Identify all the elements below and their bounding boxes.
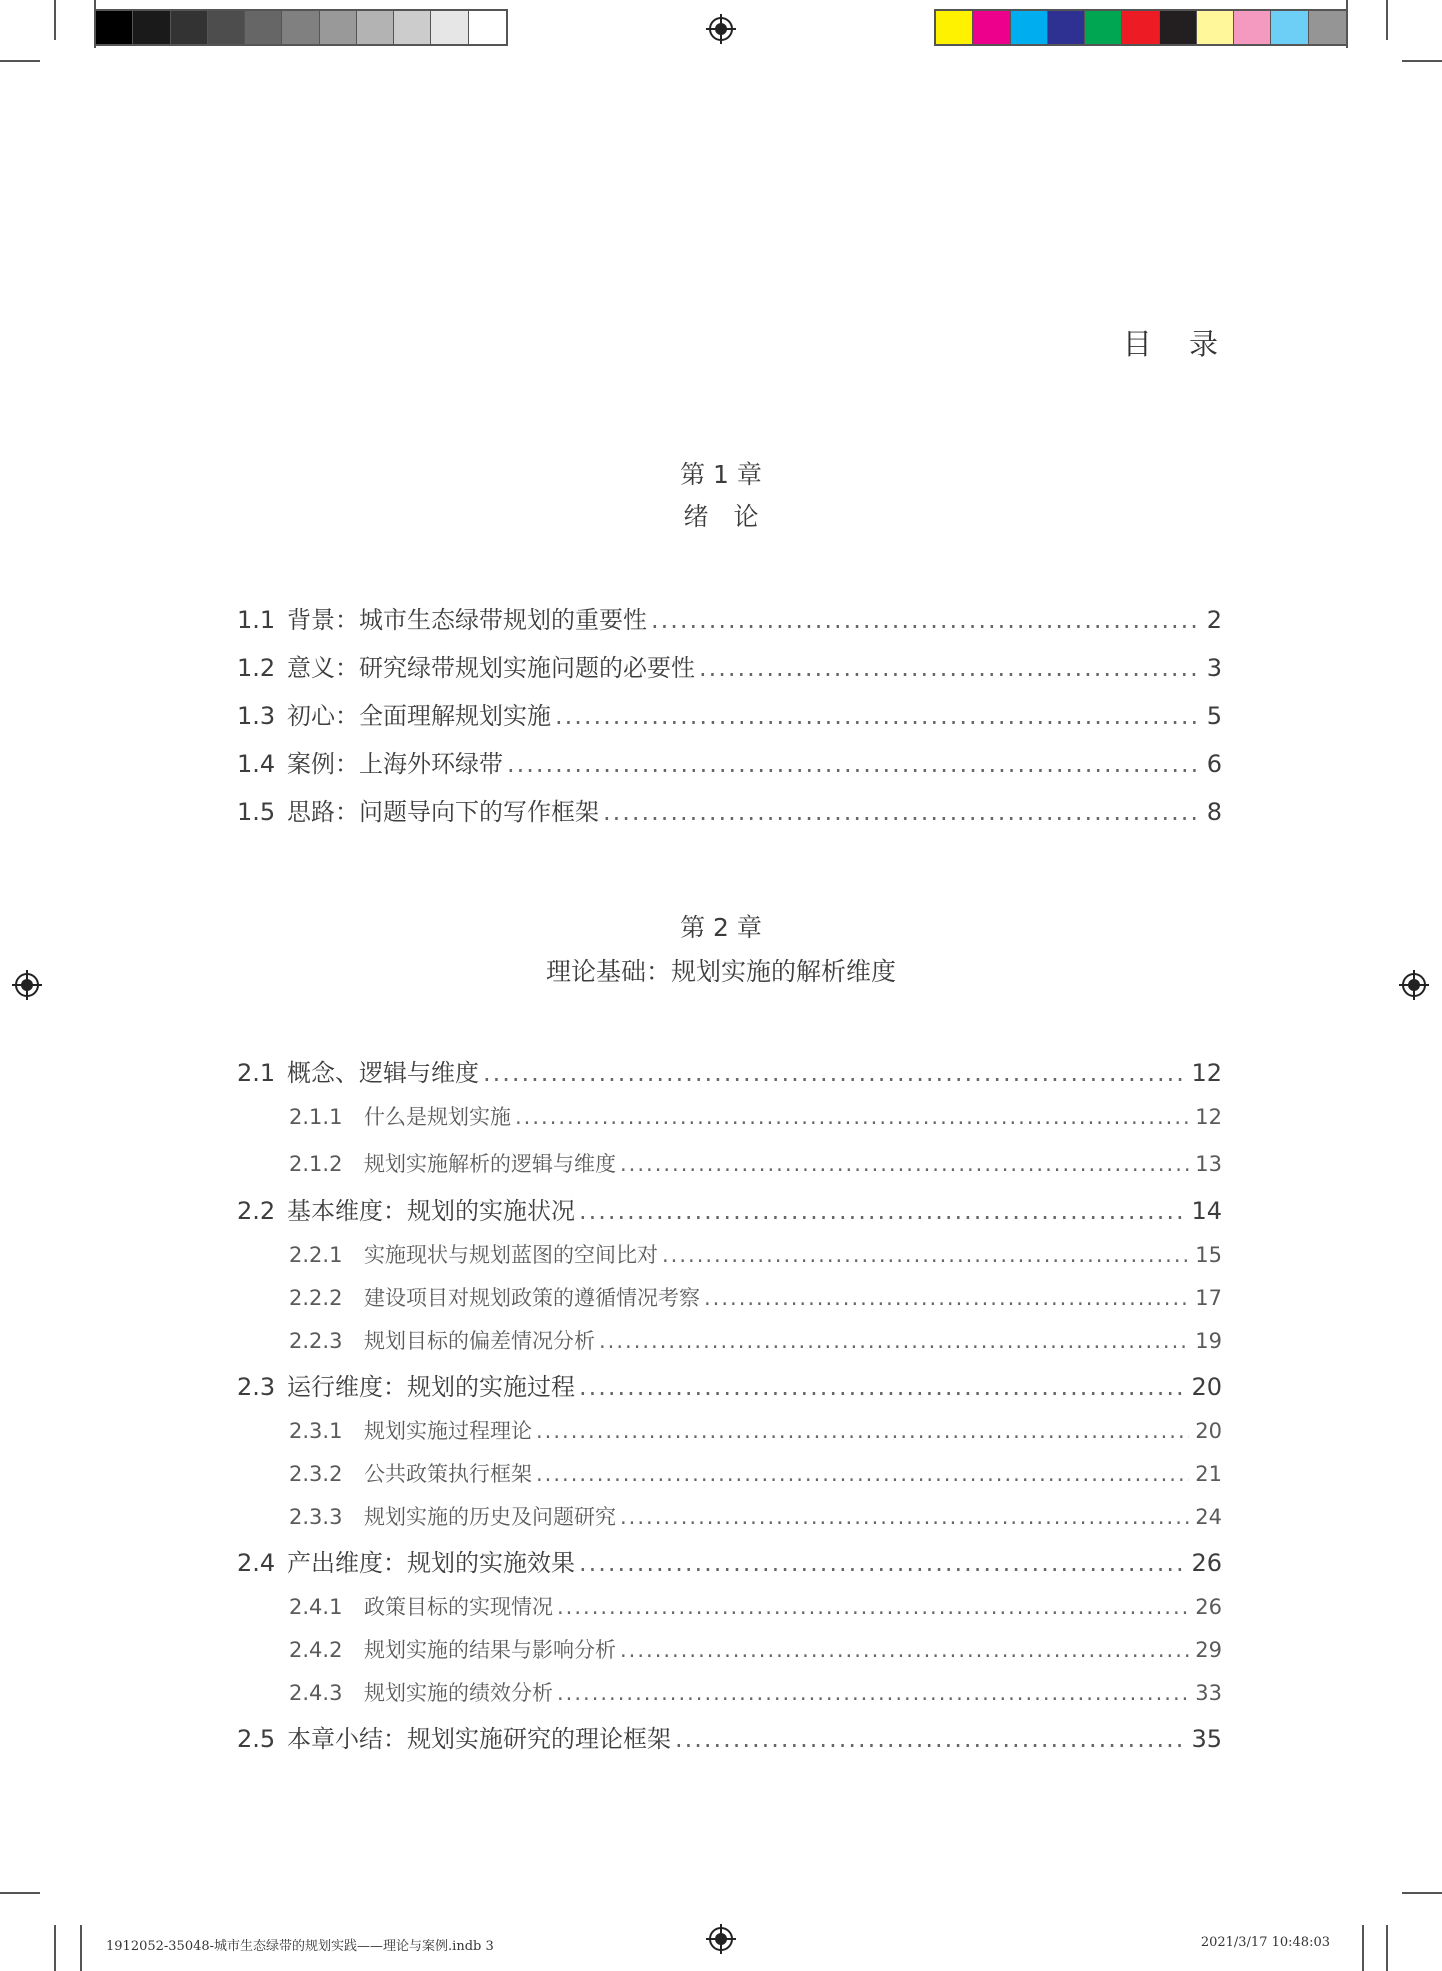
toc-entry-page: 26 xyxy=(1195,1595,1222,1619)
color-swatch xyxy=(936,11,973,44)
toc-entry[interactable] xyxy=(237,1053,1222,1088)
toc-entry-page: 2 xyxy=(1206,606,1222,634)
toc-subentry[interactable] xyxy=(289,1677,1222,1707)
toc-entry[interactable] xyxy=(237,1719,1222,1754)
dot-leader xyxy=(599,1329,1189,1353)
color-swatch xyxy=(171,11,208,44)
registration-mark-icon xyxy=(706,1924,736,1954)
toc-entry-text: 意义：研究绿带规划实施问题的必要性 xyxy=(287,654,695,682)
color-swatch xyxy=(357,11,394,44)
dot-leader xyxy=(699,654,1201,682)
toc-entry-page: 26 xyxy=(1191,1549,1222,1577)
toc-subentry[interactable] xyxy=(289,1634,1222,1664)
dot-leader xyxy=(536,1419,1189,1443)
toc-entry-number: 2.3.3 xyxy=(289,1505,343,1529)
toc-entry-number: 2.4.3 xyxy=(289,1681,343,1705)
toc-entry-text: 什么是规划实施 xyxy=(364,1105,511,1129)
crop-mark xyxy=(80,1925,82,1971)
chapter-1-toc xyxy=(237,600,1222,830)
toc-entry-page: 3 xyxy=(1206,654,1222,682)
toc-entry-text: 实施现状与规划蓝图的空间比对 xyxy=(364,1243,658,1267)
color-calibration-bar xyxy=(934,9,1348,46)
color-swatch xyxy=(973,11,1010,44)
toc-entry-text: 思路：问题导向下的写作框架 xyxy=(287,798,599,826)
toc-entry-number: 1.5 xyxy=(237,798,276,826)
toc-entry[interactable] xyxy=(237,792,1222,827)
toc-entry-number: 2.1.2 xyxy=(289,1152,343,1176)
color-swatch xyxy=(1234,11,1271,44)
toc-entry-page: 20 xyxy=(1195,1419,1222,1443)
crop-mark xyxy=(1402,60,1442,62)
toc-entry-page: 19 xyxy=(1195,1329,1222,1353)
dot-leader xyxy=(603,798,1201,826)
chapter-1-number: 第 1 章 xyxy=(680,460,762,489)
color-swatch xyxy=(431,11,468,44)
dot-leader xyxy=(620,1638,1189,1662)
toc-entry-page: 24 xyxy=(1195,1505,1222,1529)
toc-entry-page: 8 xyxy=(1206,798,1222,826)
toc-entry[interactable] xyxy=(237,648,1222,683)
footer-file-info: 1912052-35048-城市生态绿带的规划实践——理论与案例.indb 3 xyxy=(106,1939,494,1954)
toc-entry-text: 初心：全面理解规划实施 xyxy=(287,702,551,730)
crop-mark xyxy=(0,1892,40,1894)
toc-entry-page: 13 xyxy=(1195,1152,1222,1176)
toc-subentry[interactable] xyxy=(289,1415,1222,1445)
toc-entry-number: 2.4.2 xyxy=(289,1638,343,1662)
dot-leader xyxy=(579,1197,1185,1225)
dot-leader xyxy=(557,1595,1189,1619)
toc-subentry[interactable] xyxy=(289,1239,1222,1269)
toc-entry-text: 公共政策执行框架 xyxy=(364,1462,532,1486)
toc-entry-page: 12 xyxy=(1191,1059,1222,1087)
color-swatch xyxy=(394,11,431,44)
toc-entry-text: 规划实施的历史及问题研究 xyxy=(364,1505,616,1529)
toc-subentry[interactable] xyxy=(289,1148,1222,1178)
color-swatch xyxy=(1048,11,1085,44)
crop-mark xyxy=(54,0,56,40)
toc-entry[interactable] xyxy=(237,1367,1222,1402)
dot-leader xyxy=(651,606,1201,634)
toc-entry-page: 5 xyxy=(1206,702,1222,730)
toc-entry-page: 14 xyxy=(1191,1197,1222,1225)
toc-entry-text: 规划实施的绩效分析 xyxy=(364,1681,553,1705)
toc-entry-text: 规划实施的结果与影响分析 xyxy=(364,1638,616,1662)
toc-entry-number: 2.3 xyxy=(237,1373,276,1401)
dot-leader xyxy=(579,1373,1185,1401)
toc-entry-number: 2.2 xyxy=(237,1197,276,1225)
toc-entry[interactable] xyxy=(237,1191,1222,1226)
toc-entry-text: 案例：上海外环绿带 xyxy=(287,750,503,778)
color-swatch xyxy=(320,11,357,44)
color-swatch xyxy=(1122,11,1159,44)
dot-leader xyxy=(483,1059,1185,1087)
toc-entry-page: 29 xyxy=(1195,1638,1222,1662)
toc-entry-text: 产出维度：规划的实施效果 xyxy=(287,1549,575,1577)
registration-mark-icon xyxy=(706,14,736,44)
toc-entry-number: 2.5 xyxy=(237,1725,276,1753)
toc-subentry[interactable] xyxy=(289,1282,1222,1312)
toc-entry[interactable] xyxy=(237,696,1222,731)
color-swatch xyxy=(1011,11,1048,44)
dot-leader xyxy=(579,1549,1185,1577)
toc-entry[interactable] xyxy=(237,1543,1222,1578)
toc-entry-text: 本章小结：规划实施研究的理论框架 xyxy=(287,1725,671,1753)
toc-entry-number: 1.2 xyxy=(237,654,276,682)
color-swatch xyxy=(133,11,170,44)
toc-entry-number: 2.1 xyxy=(237,1059,276,1087)
toc-entry-text: 基本维度：规划的实施状况 xyxy=(287,1197,575,1225)
toc-subentry[interactable] xyxy=(289,1591,1222,1621)
toc-entry-page: 12 xyxy=(1195,1105,1222,1129)
toc-entry-page: 21 xyxy=(1195,1462,1222,1486)
color-swatch xyxy=(1197,11,1234,44)
dot-leader xyxy=(557,1681,1189,1705)
toc-entry-text: 概念、逻辑与维度 xyxy=(287,1059,479,1087)
dot-leader xyxy=(620,1152,1189,1176)
toc-entry-number: 1.1 xyxy=(237,606,276,634)
crop-mark xyxy=(54,1925,56,1971)
crop-mark xyxy=(0,60,40,62)
toc-entry-text: 规划目标的偏差情况分析 xyxy=(364,1329,595,1353)
color-swatch xyxy=(245,11,282,44)
toc-entry-text: 建设项目对规划政策的遵循情况考察 xyxy=(364,1286,700,1310)
footer-datetime: 2021/3/17 10:48:03 xyxy=(1200,1935,1330,1950)
toc-entry-text: 规划实施解析的逻辑与维度 xyxy=(364,1152,616,1176)
dot-leader xyxy=(620,1505,1189,1529)
dot-leader xyxy=(662,1243,1189,1267)
toc-subentry[interactable] xyxy=(289,1458,1222,1488)
toc-entry-page: 17 xyxy=(1195,1286,1222,1310)
dot-leader xyxy=(536,1462,1189,1486)
color-swatch xyxy=(469,11,506,44)
toc-entry[interactable] xyxy=(237,744,1222,779)
toc-entry-number: 2.4 xyxy=(237,1549,276,1577)
color-swatch xyxy=(1085,11,1122,44)
crop-mark xyxy=(1386,1925,1388,1971)
toc-entry[interactable] xyxy=(237,600,1222,635)
color-swatch xyxy=(1271,11,1308,44)
dot-leader xyxy=(507,750,1201,778)
color-swatch xyxy=(1160,11,1197,44)
color-swatch xyxy=(1309,11,1346,44)
chapter-2-title: 理论基础：规划实施的解析维度 xyxy=(545,957,896,986)
toc-entry-number: 2.2.1 xyxy=(289,1243,343,1267)
toc-entry-page: 35 xyxy=(1191,1725,1222,1753)
toc-entry-page: 20 xyxy=(1191,1373,1222,1401)
toc-entry-page: 6 xyxy=(1206,750,1222,778)
toc-entry-number: 2.3.1 xyxy=(289,1419,343,1443)
crop-mark xyxy=(1402,1892,1442,1894)
toc-entry-number: 2.2.2 xyxy=(289,1286,343,1310)
dot-leader xyxy=(675,1725,1185,1753)
grayscale-calibration-bar xyxy=(94,9,508,46)
color-swatch xyxy=(282,11,319,44)
dot-leader xyxy=(704,1286,1189,1310)
toc-entry-number: 2.2.3 xyxy=(289,1329,343,1353)
toc-entry-number: 1.4 xyxy=(237,750,276,778)
toc-entry-number: 1.3 xyxy=(237,702,276,730)
toc-entry-number: 2.1.1 xyxy=(289,1105,343,1129)
chapter-1-title: 绪 论 xyxy=(683,502,759,531)
dot-leader xyxy=(555,702,1201,730)
toc-entry-text: 规划实施过程理论 xyxy=(364,1419,532,1443)
toc-entry-page: 15 xyxy=(1195,1243,1222,1267)
toc-entry-number: 2.4.1 xyxy=(289,1595,343,1619)
chapter-2-toc xyxy=(237,1053,1222,1773)
toc-title: 目 录 xyxy=(1122,327,1232,361)
toc-subentry[interactable] xyxy=(289,1325,1222,1355)
chapter-2-number: 第 2 章 xyxy=(680,913,762,942)
toc-entry-text: 政策目标的实现情况 xyxy=(364,1595,553,1619)
toc-entry-text: 背景：城市生态绿带规划的重要性 xyxy=(287,606,647,634)
toc-entry-page: 33 xyxy=(1195,1681,1222,1705)
color-swatch xyxy=(96,11,133,44)
toc-subentry[interactable] xyxy=(289,1101,1222,1131)
dot-leader xyxy=(515,1105,1189,1129)
color-swatch xyxy=(208,11,245,44)
crop-mark xyxy=(1386,0,1388,40)
toc-entry-number: 2.3.2 xyxy=(289,1462,343,1486)
toc-entry-text: 运行维度：规划的实施过程 xyxy=(287,1373,575,1401)
toc-subentry[interactable] xyxy=(289,1501,1222,1531)
crop-mark xyxy=(1362,1925,1364,1971)
